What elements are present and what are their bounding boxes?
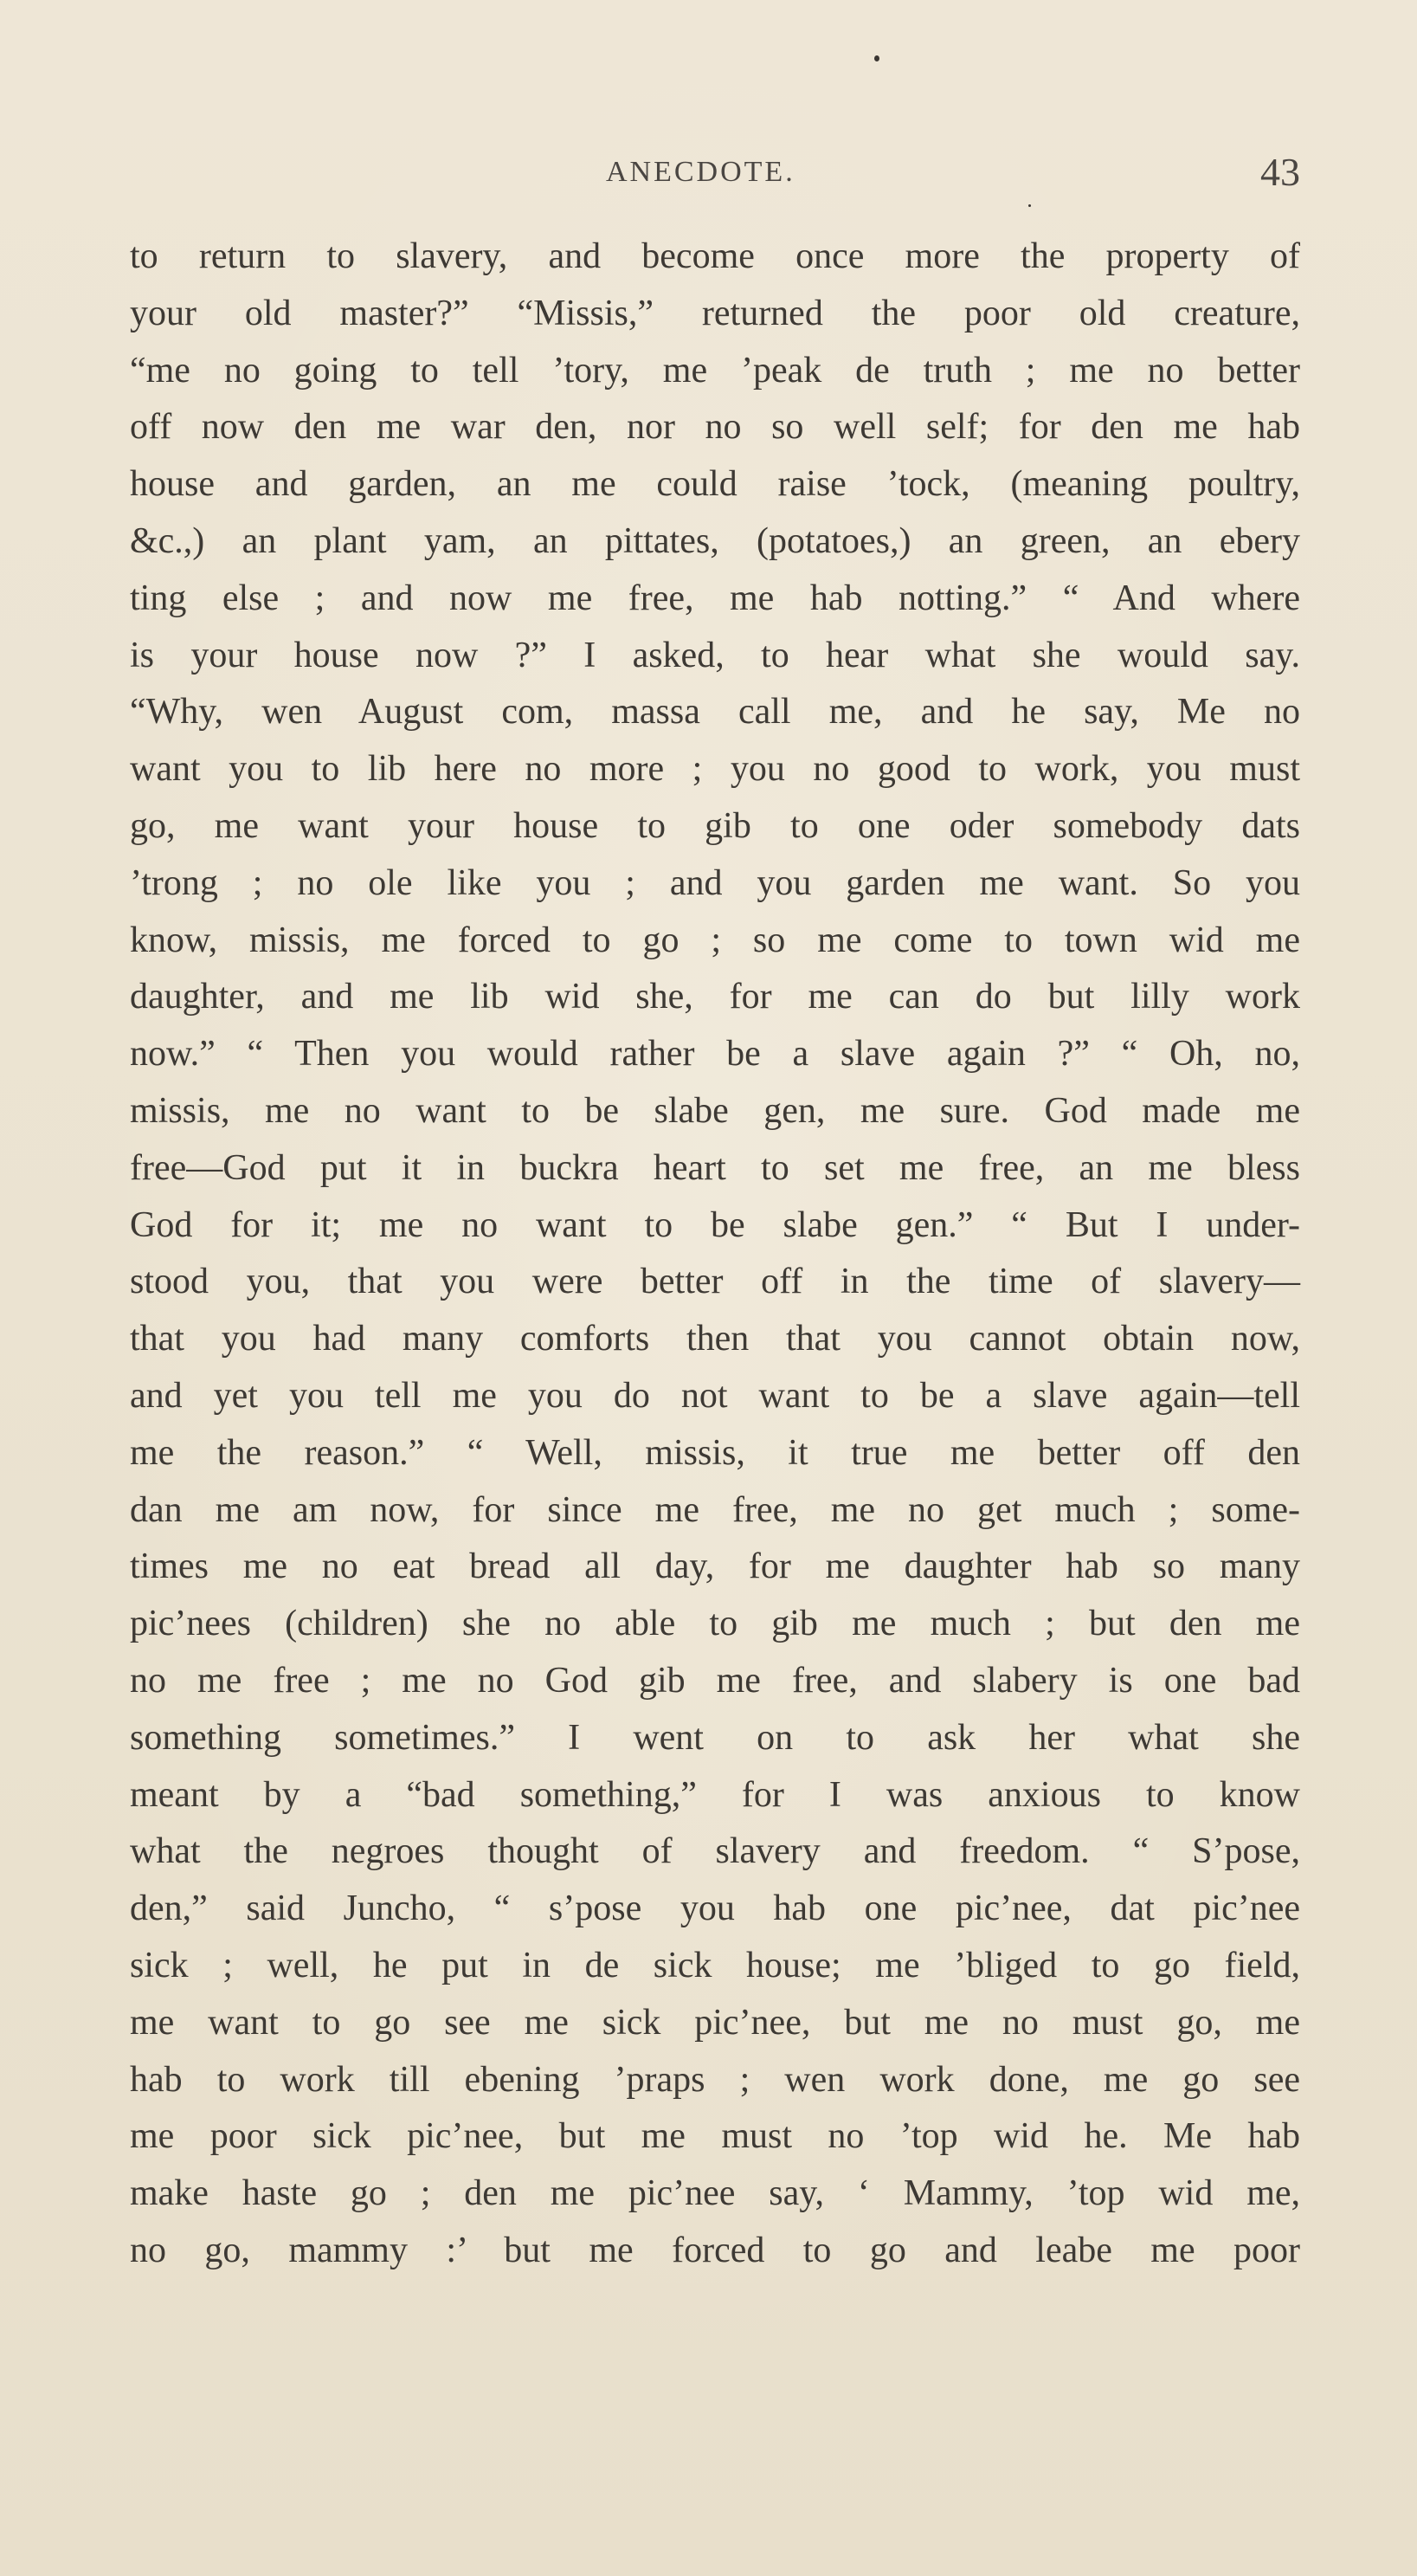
text-line: is your house now ?” I asked, to hear what she would say. (130, 635, 1300, 675)
page-header (130, 149, 1300, 201)
text-line: your old master?” “Missis,” returned the poor old creature, (130, 293, 1300, 333)
text-line: dan me am now, for since me free, me no get much ; some- (130, 1489, 1300, 1530)
text-line: something sometimes.” I went on to ask her what she (130, 1717, 1300, 1758)
text-line: what the negroes thought of slavery and freedom. “ S’pose, (130, 1831, 1300, 1872)
text-line: times me no eat bread all day, for me daughter hab so many (130, 1546, 1300, 1587)
body-text (130, 229, 1300, 2280)
text-line: daughter, and me lib wid she, for me can do but lilly work (130, 977, 1300, 1017)
text-line: “me no going to tell ’tory, me ’peak de truth ; me no better (130, 350, 1300, 391)
text-line: ting else ; and now me free, me hab notting.” “ And where (130, 578, 1300, 618)
text-line: meant by a “bad something,” for I was anxious to know (130, 1774, 1300, 1815)
text-line: off now den me war den, nor no so well self; for den me hab (130, 407, 1300, 448)
text-line: to return to slavery, and become once more the property of (130, 236, 1300, 276)
text-line: pic’nees (children) she no able to gib me much ; but den me (130, 1604, 1300, 1644)
text-line: make haste go ; den me pic’nee say, ‘ Mammy, ’top wid me, (130, 2173, 1300, 2214)
text-line: know, missis, me forced to go ; so me come to town wid me (130, 920, 1300, 960)
text-line: go, me want your house to gib to one oder somebody dats (130, 805, 1300, 846)
text-line: me poor sick pic’nee, but me must no ’top wid he. Me hab (130, 2116, 1300, 2157)
text-line: den,” said Juncho, “ s’pose you hab one pic’nee, dat pic’nee (130, 1888, 1300, 1929)
page-number: 43 (1260, 150, 1300, 194)
text-line: God for it; me no want to be slabe gen.” “ But I under- (130, 1204, 1300, 1245)
text-line: me want to go see me sick pic’nee, but me no must go, me (130, 2002, 1300, 2043)
text-line: that you had many comforts then that you cannot obtain now, (130, 1319, 1300, 1359)
ink-speck (1028, 204, 1031, 207)
text-line: ’trong ; no ole like you ; and you garden me want. So you (130, 862, 1300, 903)
text-line: free—God put it in buckra heart to set me free, an me bless (130, 1147, 1300, 1188)
text-line: sick ; well, he put in de sick house; me ’bliged to go field, (130, 1945, 1300, 1985)
text-line: me the reason.” “ Well, missis, it true me better off den (130, 1432, 1300, 1473)
text-line: house and garden, an me could raise ’tock, (meaning poultry, (130, 464, 1300, 505)
text-line: &c.,) an plant yam, an pittates, (potatoes,) an green, an ebery (130, 520, 1300, 561)
text-line: and yet you tell me you do not want to be a slave again—tell (130, 1375, 1300, 1416)
text-line: “Why, wen August com, massa call me, and he say, Me no (130, 692, 1300, 733)
ink-speck (874, 55, 879, 61)
text-line: no go, mammy :’ but me forced to go and leabe me poor (130, 2230, 1300, 2270)
text-line: stood you, that you were better off in the time of slavery— (130, 1262, 1300, 1302)
text-line: now.” “ Then you would rather be a slave again ?” “ Oh, no, (130, 1034, 1300, 1075)
text-line: no me free ; me no God gib me free, and slabery is one bad (130, 1660, 1300, 1701)
text-line: missis, me no want to be slabe gen, me sure. God made me (130, 1090, 1300, 1131)
text-line: hab to work till ebening ’praps ; wen work done, me go see (130, 2059, 1300, 2100)
text-line: want you to lib here no more ; you no good to work, you must (130, 749, 1300, 790)
running-head: ANECDOTE. (606, 156, 795, 188)
